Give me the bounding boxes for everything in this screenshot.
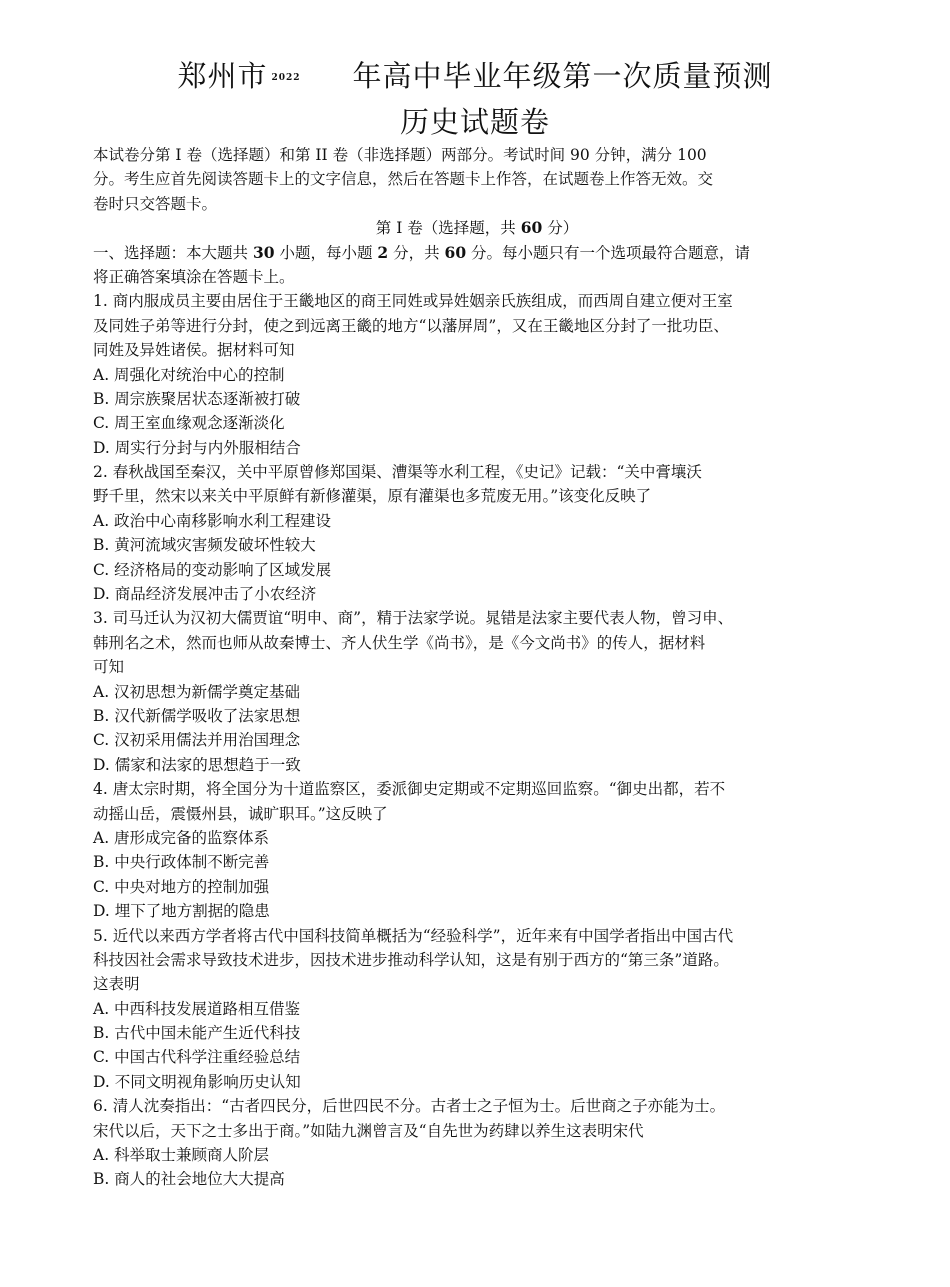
question-stem: 宋代以后，天下之士多出于商。”如陆九渊曾言及“自先世为药肆以养生这表明宋代	[93, 1121, 644, 1140]
option-c: C. 汉初采用儒法并用治国理念	[93, 731, 301, 750]
option-a: A. 政治中心南移影响水利工程建设	[93, 511, 332, 530]
option-b: B. 中央行政体制不断完善	[93, 853, 270, 872]
question-stem: 2. 春秋战国至秦汉，关中平原曾修郑国渠、漕渠等水利工程，《史记》记载：“关中膏壤沃	[93, 463, 702, 482]
question-2	[93, 460, 873, 606]
intro-paragraph	[93, 143, 873, 216]
option-b: B. 周宗族聚居状态逐渐被打破	[93, 389, 301, 408]
option-c: C. 周王室血缘观念逐渐淡化	[93, 414, 285, 433]
option-d: D. 儒家和法家的思想趋于一致	[93, 755, 301, 774]
instructions-line: 将正确答案填涂在答题卡上。	[93, 267, 295, 286]
question-4	[93, 777, 873, 923]
question-6	[93, 1094, 873, 1192]
section-title: 第 I 卷（选择题，共 60 分）	[375, 218, 579, 238]
option-a: A. 中西科技发展道路相互借鉴	[93, 999, 301, 1018]
question-3	[93, 606, 873, 777]
intro-line: 本试卷分第 I 卷（选择题）和第 II 卷（非选择题）两部分。考试时间 90 分钟，满分 100	[93, 146, 707, 164]
option-b: B. 汉代新儒学吸收了法家思想	[93, 706, 301, 725]
question-5	[93, 924, 873, 1095]
option-a: A. 汉初思想为新儒学奠定基础	[93, 682, 301, 701]
title-year: 2022	[271, 73, 301, 83]
question-stem: 1. 商内服成员主要由居住于王畿地区的商王同姓或异姓姻亲氏族组成，而西周自建立便对王室	[93, 292, 733, 311]
option-b: B. 黄河流域灾害频发破坏性较大	[93, 536, 316, 555]
option-b: B. 古代中国未能产生近代科技	[93, 1024, 301, 1043]
question-stem: 韩刑名之术，然而也师从故秦博士、齐人伏生学《尚书》，是《今文尚书》的传人，据材料	[93, 633, 706, 652]
option-c: C. 经济格局的变动影响了区域发展	[93, 560, 332, 579]
question-1	[93, 289, 873, 460]
option-a: A. 周强化对统治中心的控制	[93, 365, 285, 384]
option-d: D. 周实行分封与内外服相结合	[93, 438, 301, 457]
question-stem: 可知	[93, 658, 125, 677]
option-d: D. 商品经济发展冲击了小农经济	[93, 585, 317, 604]
question-stem: 动摇山岳，震慑州县，诚旷职耳。”这反映了	[93, 804, 388, 823]
question-stem: 4. 唐太宗时期，将全国分为十道监察区，委派御史定期或不定期巡回监察。“御史出都，若不	[93, 780, 726, 799]
title-city: 郑州市	[177, 59, 268, 93]
exam-body	[93, 143, 873, 1192]
exam-title	[0, 54, 950, 95]
question-stem: 6. 清人沈奏指出：“古者四民分，后世四民不分。古者士之子恒为士。后世商之子亦能为士。	[93, 1097, 726, 1116]
question-stem: 及同姓子弟等进行分封，使之到远离王畿的地方“以藩屏周”，又在王畿地区分封了一批功臣、	[93, 316, 729, 335]
option-d: D. 埋下了地方割据的隐患	[93, 902, 270, 921]
question-stem: 同姓及异姓诸侯。据材料可知	[93, 341, 295, 360]
option-c: C. 中国古代科学注重经验总结	[93, 1048, 301, 1067]
intro-line: 卷时只交答题卡。	[93, 194, 218, 213]
instructions-line: 一、选择题：本大题共 30 小题，每小题 2 分，共 60 分。每小题只有一个选项最符合题意，请	[93, 242, 751, 262]
question-stem: 这表明	[93, 975, 140, 994]
question-stem: 科技因社会需求导致技术进步，因技术进步推动科学认知，这是有别于西方的“第三条”道路。	[93, 950, 729, 969]
option-a: A. 唐形成完备的监察体系	[93, 828, 270, 847]
question-stem: 5. 近代以来西方学者将古代中国科技简单概括为“经验科学”，近年来有中国学者指出中国古代	[93, 926, 734, 945]
intro-line: 分。考生应首先阅读答题卡上的文字信息，然后在答题卡上作答，在试题卷上作答无效。交	[93, 170, 714, 189]
title-rest: 年高中毕业年级第一次质量预测	[352, 59, 773, 93]
question-stem: 野千里，然宋以来关中平原鲜有新修灌渠，原有灌渠也多荒废无用。”该变化反映了	[93, 487, 652, 506]
question-stem: 3. 司马迁认为汉初大儒贾谊“明申、商”，精于法家学说。晁错是法家主要代表人物，曾习申、	[93, 609, 734, 628]
exam-subtitle: 历史试题卷	[399, 105, 550, 139]
section-instructions	[93, 241, 873, 290]
option-a: A. 科举取士兼顾商人阶层	[93, 1146, 270, 1165]
option-d: D. 不同文明视角影响历史认知	[93, 1072, 301, 1091]
option-b: B. 商人的社会地位大大提高	[93, 1170, 285, 1189]
option-c: C. 中央对地方的控制加强	[93, 877, 270, 896]
